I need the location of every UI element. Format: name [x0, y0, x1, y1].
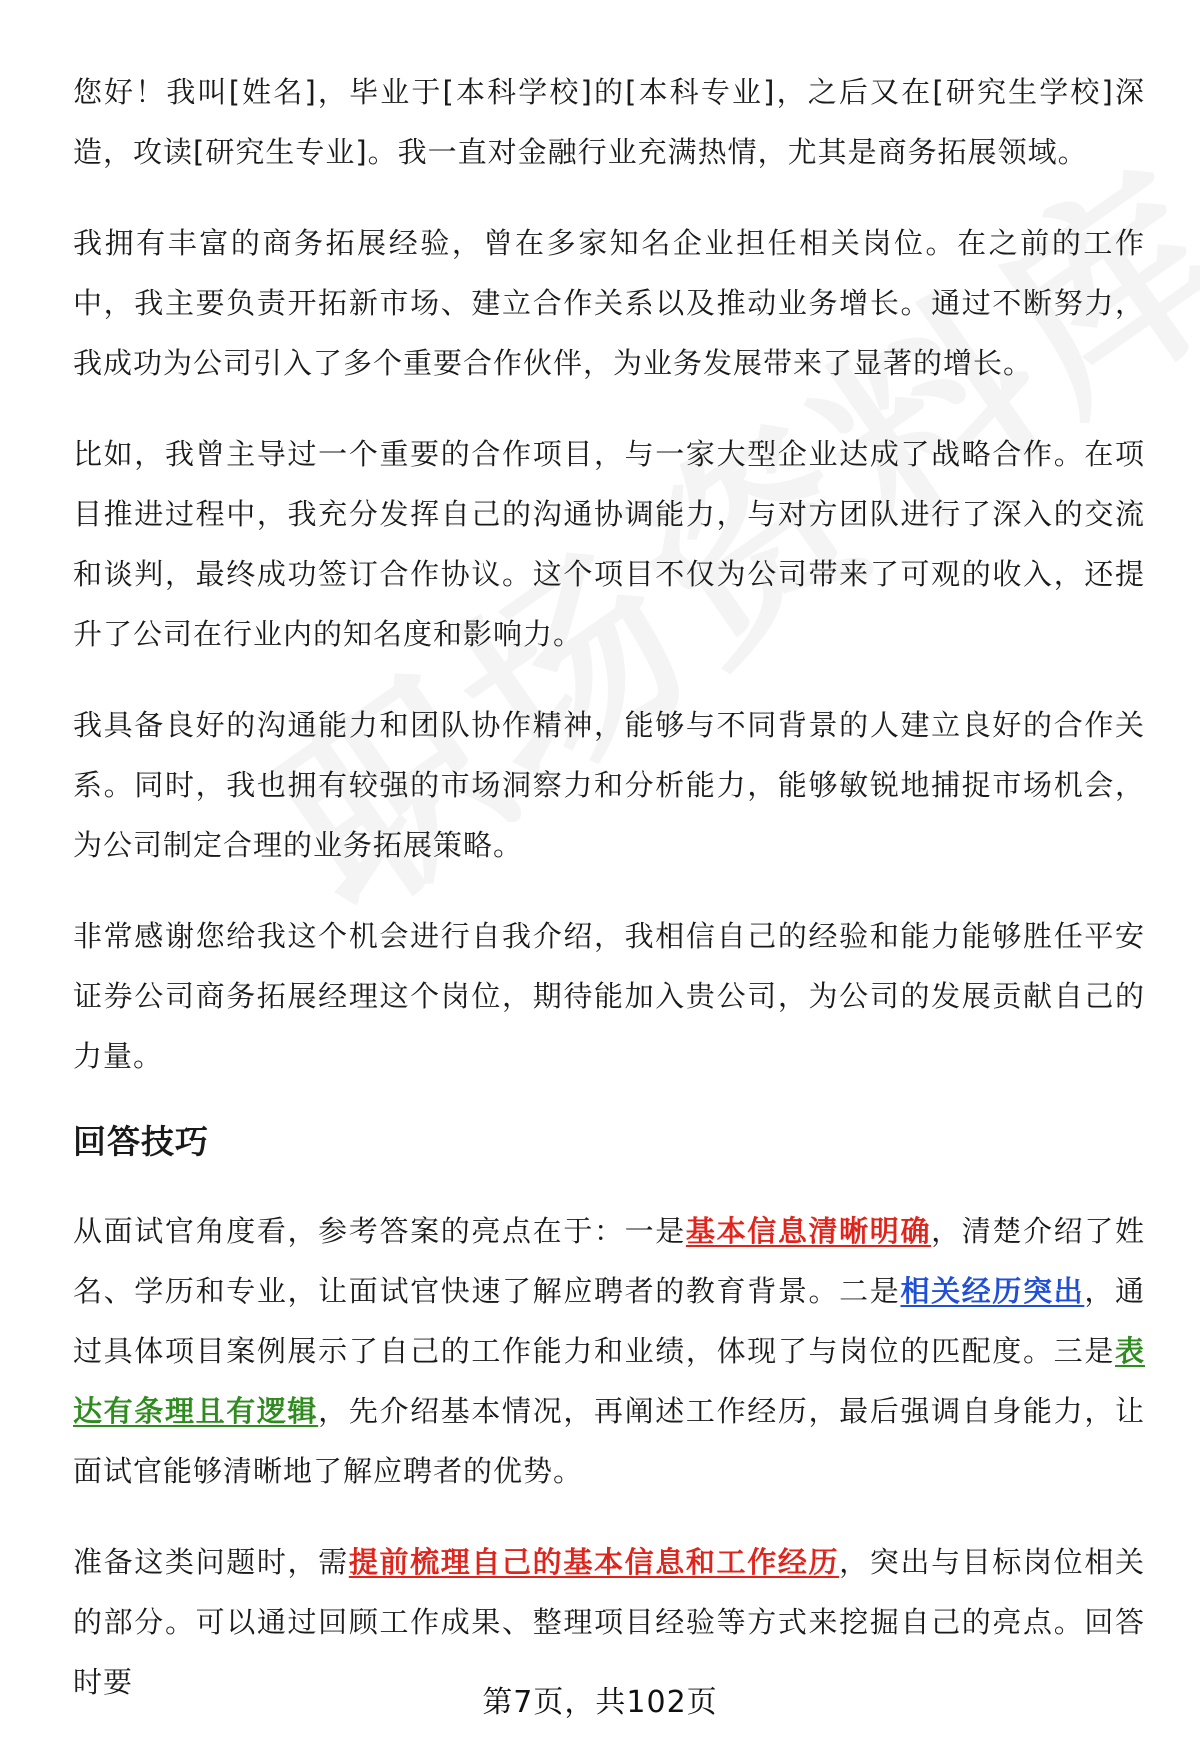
- tips-text: 准备这类问题时，需: [73, 1545, 349, 1579]
- intro-paragraph: 非常感谢您给我这个机会进行自我介绍，我相信自己的经验和能力能够胜任平安证券公司商务拓展经理这个岗位，期待能加入贵公司，为公司的发展贡献自己的力量。: [73, 919, 1145, 1073]
- section-title: 回答技巧: [73, 1122, 209, 1161]
- intro-paragraph: 我具备良好的沟通能力和团队协作精神，能够与不同背景的人建立良好的合作关系。同时，我也拥有较强的市场洞察力和分析能力，能够敏锐地捕捉市场机会，为公司制定合理的业务拓展策略。: [73, 708, 1145, 862]
- intro-paragraph: 我拥有丰富的商务拓展经验，曾在多家知名企业担任相关岗位。在之前的工作中，我主要负责开拓新市场、建立合作关系以及推动业务增长。通过不断努力，我成功为公司引入了多个重要合作伙伴，为业务发展带来了显著的增长。: [73, 226, 1145, 380]
- tips-text: ，突出与目标岗位相关的部分。可以通过回顾工作成果、整理项目经验等方式来挖掘自己的亮点。回答时要: [73, 1545, 1145, 1699]
- tips-text: ，清楚介绍了姓名、学历和专业，让面试官快速了解应聘者的教育背景。二是: [73, 1214, 1145, 1308]
- highlight-relevant-experience: 相关经历突出: [900, 1274, 1085, 1308]
- tips-text: ，先介绍基本情况，再阐述工作经历，最后强调自身能力，让面试官能够清晰地了解应聘者的优势。: [73, 1394, 1145, 1488]
- document-page: [73, 62, 1145, 1743]
- tips-text: ，通过具体项目案例展示了自己的工作能力和业绩，体现了与岗位的匹配度。三是: [73, 1274, 1145, 1368]
- highlight-prepare-info: 提前梳理自己的基本信息和工作经历: [348, 1545, 840, 1579]
- tips-text: 从面试官角度看，参考答案的亮点在于：一是: [73, 1214, 686, 1248]
- page-number: 第7页，共102页: [482, 1685, 718, 1720]
- intro-paragraph: 您好！我叫[姓名]，毕业于[本科学校]的[本科专业]，之后又在[研究生学校]深造，攻读[研究生专业]。我一直对金融行业充满热情，尤其是商务拓展领域。: [73, 75, 1145, 169]
- tips-paragraph: [73, 1201, 1145, 1501]
- highlight-basic-info: 基本信息清晰明确: [685, 1214, 932, 1248]
- intro-paragraph: 比如，我曾主导过一个重要的合作项目，与一家大型企业达成了战略合作。在项目推进过程中，我充分发挥自己的沟通协调能力，与对方团队进行了深入的交流和谈判，最终成功签订合作协议。这个项目不仅为公司带来了可观的收入，还提升了公司在行业内的知名度和影响力。: [73, 437, 1145, 651]
- highlight-logical-expression: 表达有条理且有逻辑: [73, 1334, 1145, 1428]
